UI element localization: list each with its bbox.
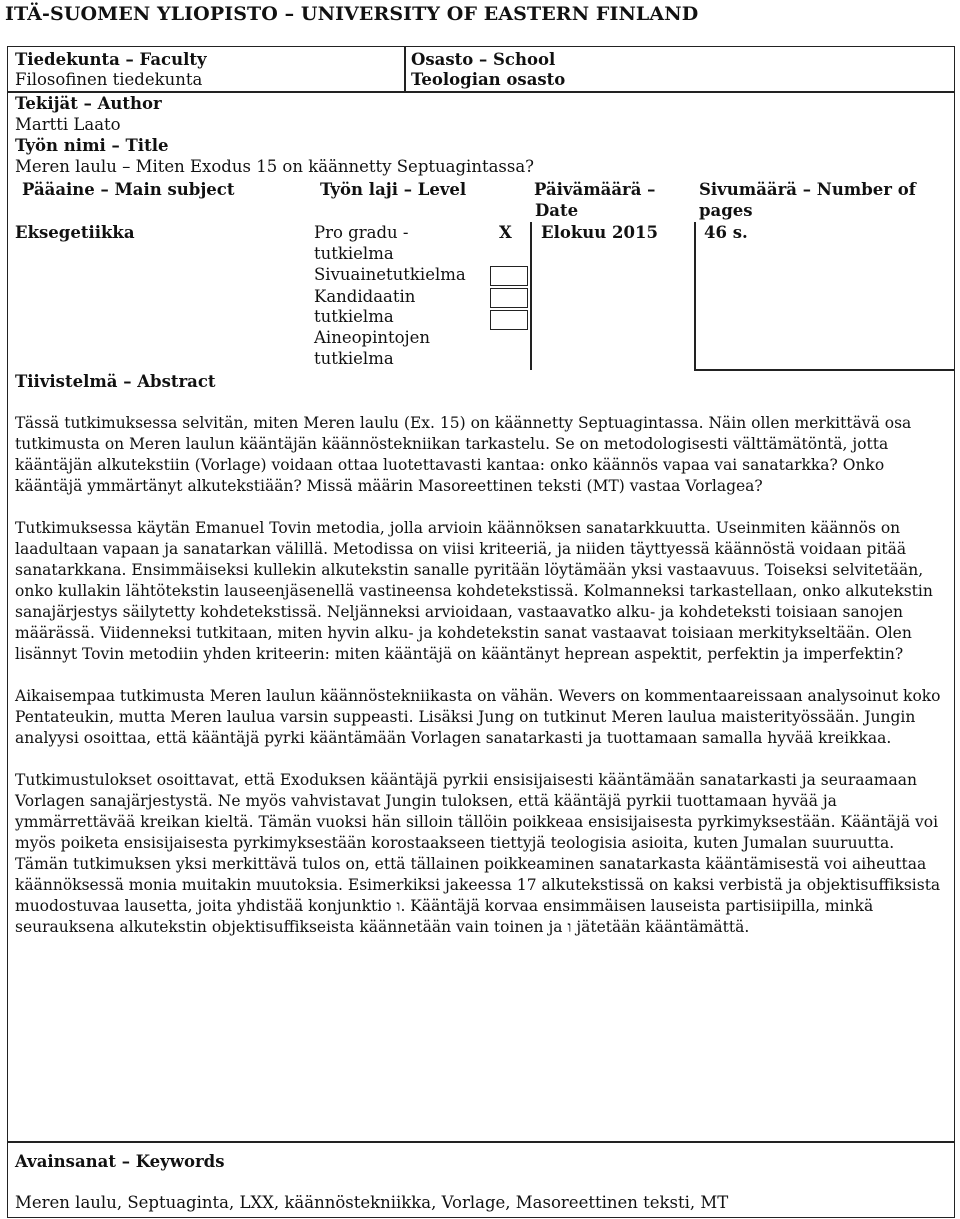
level-option-sivuaine: Sivuainetutkielma: [314, 265, 466, 284]
abstract-text: [15, 413, 945, 959]
abstract-paragraph-2: Tutkimuksessa käytän Emanuel Tovin metodia, jolla arvioin käännöksen sanatarkkuutta. Useinmiten käännös on laadultaan vapaan ja sanatarkan välillä. Metodissa on viisi kriteeriä, ja niiden täyttyessä käännöstä voidaan pitää sanatarkkana. Ensimmäiseksi kullekin alkutekstin sanalle pyritään löytämään yksi vastaavuus. Toiseksi selvitetään, onko kullakin lähtötekstin lauseenjäsenellä vastineensa kohdetekstissä. Kolmanneksi tarkastellaan, onko alkutekstin sanajärjestys säilytetty kohdetekstissä. Neljänneksi arvioidaan, vastaavatko alku- ja kohdeteksti toisiaan sanojen määrässä. Viidenneksi tutkitaan, miten hyvin alku- ja kohdetekstin sanat vastaavat toisiaan merkitykseltään. Olen lisännyt Tovin metodiin yhden kriteerin: miten kääntäjä on kääntänyt heprean aspektit, perfektin ja imperfektin?: [15, 519, 933, 663]
faculty-school-divider: [404, 46, 406, 92]
main-subject-header: Pääaine – Main subject: [22, 180, 235, 199]
abstract-paragraph-1: Tässä tutkimuksessa selvitän, miten Meren laulu (Ex. 15) on käännetty Septuagintassa. Näin ollen merkittävä osa tutkimusta on Meren laulun kääntäjän käännöstekniikan tarkastelu. Se on metodologisesti välttämätöntä, jotta kääntäjän alkutekstiin (Vorlage) voidaan ottaa luotettavasti kantaa: onko käännös vapaa vai sanatarkka? Onko kääntäjä ymmärtänyt alkutekstiään? Missä määrin Masoreettinen teksti (MT) vastaa Vorlagea?: [15, 414, 912, 495]
level-option-pro-gradu-line1: Pro gradu -: [314, 223, 409, 242]
date-value: Elokuu 2015: [541, 223, 658, 242]
pages-column-divider: [694, 222, 696, 370]
date-column-divider: [530, 222, 532, 370]
school-value: Teologian osasto: [411, 70, 566, 89]
title-value: Meren laulu – Miten Exodus 15 on käännetty Septuagintassa?: [15, 157, 535, 176]
info-row-bottom-line: [694, 369, 955, 371]
faculty-value: Filosofinen tiedekunta: [15, 70, 203, 89]
level-kandidaatin-checkbox[interactable]: [490, 288, 528, 308]
title-label: Työn nimi – Title: [15, 136, 169, 155]
date-header-line2: Date: [535, 201, 579, 220]
level-option-aineopintojen-line2: tutkielma: [314, 349, 394, 368]
date-header-line1: Päivämäärä –: [534, 180, 656, 199]
abstract-paragraph-3: Aikaisempaa tutkimusta Meren laulun käännöstekniikasta on vähän. Wevers on kommentaareissaan analysoinut koko Pentateukin, mutta Meren laulua varsin suppeasti. Lisäksi Jung on tutkinut Meren laulua maisterityössään. Jungin analyysi osoittaa, että kääntäjä pyrki kääntämään Vorlagen sanatarkasti ja tuottamaan samalla hyvää kreikkaa.: [15, 687, 941, 747]
level-aineopintojen-checkbox[interactable]: [490, 310, 528, 330]
faculty-label: Tiedekunta – Faculty: [15, 50, 207, 69]
level-sivuaine-checkbox[interactable]: [490, 266, 528, 286]
pages-value: 46 s.: [704, 223, 748, 242]
level-pro-gradu-mark: X: [499, 223, 512, 242]
level-option-pro-gradu-line2: tutkielma: [314, 244, 394, 263]
level-header: Työn laji – Level: [320, 180, 467, 199]
school-label: Osasto – School: [411, 50, 556, 69]
level-option-aineopintojen-line1: Aineopintojen: [314, 328, 431, 347]
level-option-kandidaatin-line1: Kandidaatin: [314, 287, 416, 306]
keywords-value: Meren laulu, Septuaginta, LXX, käännöstekniikka, Vorlage, Masoreettinen teksti, MT: [15, 1193, 729, 1212]
main-subject-value: Eksegetiikka: [15, 223, 135, 242]
author-label: Tekijät – Author: [15, 94, 162, 113]
pages-header-line1: Sivumäärä – Number of: [699, 180, 916, 199]
keywords-top-line: [7, 1141, 955, 1143]
abstract-paragraph-4: Tutkimustulokset osoittavat, että Exoduksen kääntäjä pyrkii ensisijaisesti kääntämään sanatarkasti ja seuraamaan Vorlagen sanajärjestystä. Ne myös vahvistavat Jungin tuloksen, että kääntäjä pyrkii tuottamaan hyvää ja ymmärrettävää kreikan kieltä. Tämän vuoksi hän silloin tällöin poikkeaa ensisijaisesta pyrkimyksestään. Kääntäjä voi myös poiketa ensisijaisesta pyrkimyksestään korostaakseen tiettyjä teologisia asioita, kuten Jumalan suuruutta. Tämän tutkimuksen yksi merkittävä tulos on, että tällainen poikkeaminen sanatarkasta kääntämisestä voi aiheuttaa käännöksessä monia muitakin muutoksia. Esimerkiksi jakeessa 17 alkutekstissä on kaksi verbistä ja objektisuffiksista muodostuvaa lausetta, joita yhdistää konjunktio ו. Kääntäjä korvaa ensimmäisen lauseista partisiipilla, minkä seurauksena alkutekstin objektisuffikseista käännetään vain toinen ja ו jätetään kääntämättä.: [15, 771, 941, 936]
author-value: Martti Laato: [15, 115, 121, 134]
keywords-label: Avainsanat – Keywords: [15, 1152, 225, 1171]
level-option-kandidaatin-line2: tutkielma: [314, 307, 394, 326]
pages-header-line2: pages: [699, 201, 753, 220]
abstract-label: Tiivistelmä – Abstract: [15, 372, 216, 391]
university-header: ITÄ-SUOMEN YLIOPISTO – UNIVERSITY OF EASTERN FINLAND: [5, 3, 699, 25]
